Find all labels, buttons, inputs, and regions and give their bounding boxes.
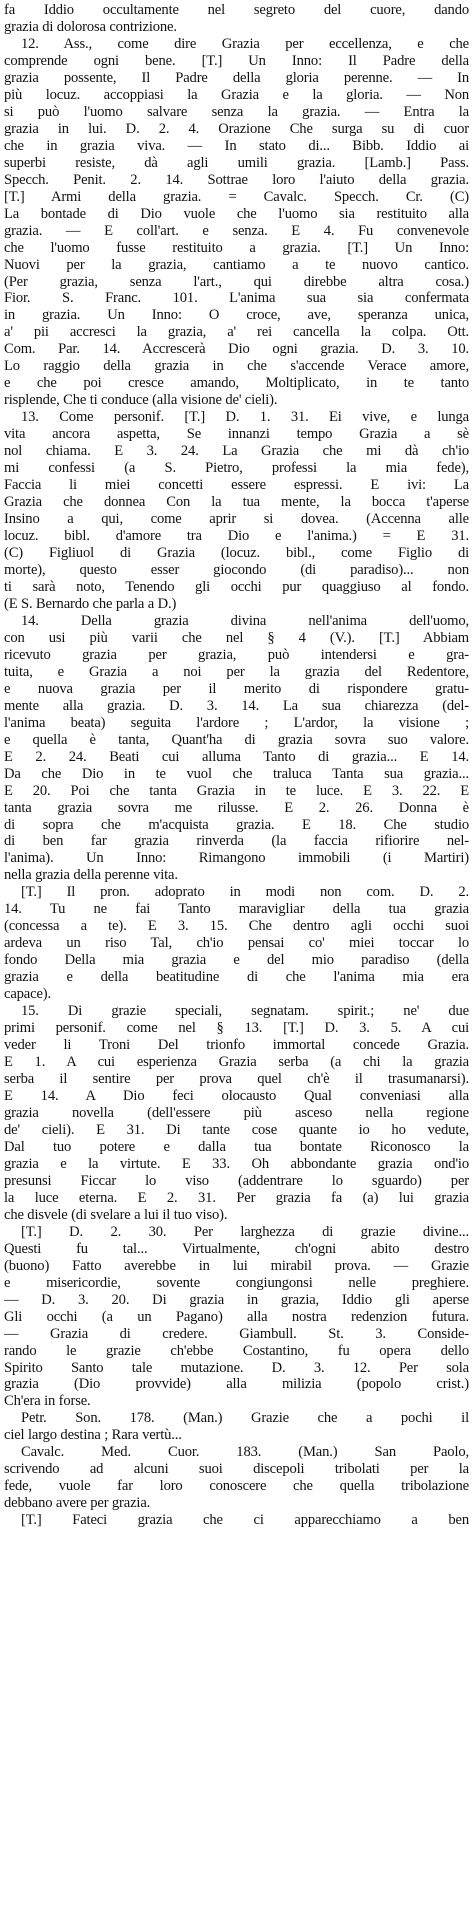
text-line: ciel largo destina ; Rara vertù... [4,1427,182,1444]
text-line: capace). [4,986,51,1003]
text-line: e misericordie, sovente congiungonsi nelle preghiere. [4,1274,469,1291]
text-line: E 2. 24. Beati cui alluma Tanto di grazia... E 14. [4,748,469,765]
text-line: fondo Della mia grazia e del mio paradiso (della [4,952,469,969]
text-line: risplende, Che ti conduce (alla visione de' cieli). [4,392,278,409]
text-line: veder li Troni Del trionfo immortal concede Grazia. [4,1037,469,1054]
text-line: grazia e la virtute. E 33. Oh abbondante grazia ond'io [4,1155,469,1172]
text-line: debbano avere per grazia. [4,1495,151,1512]
text-line: in grazia. Un Inno: O croce, ave, speranza unica, [4,307,469,324]
text-line: Cavalc. Med. Cuor. 183. (Man.) San Paolo, [21,1444,469,1461]
text-line: Nuovi per la grazia, cantiamo a te nuovo cantico. [4,256,469,273]
text-line: scrivendo ad alcuni suoi discepoli tribolati per la [4,1461,469,1478]
text-line: — D. 3. 20. Di grazia in grazia, Iddio gli aperse [4,1291,469,1308]
text-line: (Per grazia, senza l'art., qui direbbe altra cosa.) [4,273,469,290]
text-line: Spirito Santo tale mutazione. D. 3. 12. Per sola [4,1359,469,1376]
text-line: 12. Ass., come dire Grazia per eccellenza, e che [21,35,469,52]
text-line: vita ancora aspetta, Se innanzi tempo Grazia a sè [4,426,469,443]
text-line: grazia di dolorosa contrizione. [4,18,177,35]
text-line: ti sarà noto, Tenendo gli occhi pur quaggiuso al fondo. [4,578,469,595]
text-line: [T.] D. 2. 30. Per larghezza di grazie divine... [21,1223,469,1240]
text-line: l'anima beata) seguita l'ardore ; L'ardor, la visione ; [4,714,469,731]
text-line: più locuz. accoppiasi la Grazia e la gloria. — Non [4,86,469,103]
text-line: La bontade di Dio vuole che l'uomo sia restituito alla [4,205,469,222]
text-line: nella grazia della perenne vita. [4,867,178,884]
text-line: nol chiama. E 3. 24. La Grazia che mi dà ch'io [4,443,469,460]
text-line: comprende ogni bene. [T.] Un Inno: Il Padre della [4,52,469,69]
text-line: 13. Come personif. [T.] D. 1. 31. Ei vive, e lunga [21,409,469,426]
text-line: morte), questo esser giocondo (di paradiso)... non [4,561,469,578]
text-line: con usi più varii che nel § 4 (V.). [T.] Abbiam [4,629,469,646]
text-line: — Grazia di credere. Giambull. St. 3. Conside- [4,1325,469,1342]
text-line: E 1. A cui esperienza Grazia serba (a chi la grazia [4,1054,469,1071]
text-line: mente alla grazia. D. 3. 14. La sua chiarezza (del- [4,697,469,714]
text-line: che in grazia viva. — In stato di... Bibb. Iddio ai [4,137,469,154]
text-line: (E S. Bernardo che parla a D.) [4,595,177,612]
text-line: la luce eterna. E 2. 31. Per grazia fa (a) lui grazia [4,1189,469,1206]
text-line: fa Iddio occultamente nel segreto del cuore, dando [4,2,469,18]
text-line: rando le grazie ch'ebbe Costantino, fu opera dello [4,1342,469,1359]
text-line: Petr. Son. 178. (Man.) Grazie che a pochi il [21,1410,469,1427]
text-line: e nuova grazia per il merito di rispondere gratu- [4,680,469,697]
text-line: ardeva un riso Tal, ch'io pensai co' miei toccar lo [4,935,469,952]
text-line: Dal tuo potere e dalla tua bontate Riconosco la [4,1138,469,1155]
text-line: Ch'era in forse. [4,1393,91,1410]
text-line: tanta grazia sovra me rilusse. E 2. 26. Donna è [4,799,469,816]
text-line: [T.] Fateci grazia che ci apparecchiamo a ben [21,1512,469,1529]
text-line: Faccia li miei concetti essere espressi. E ivi: La [4,477,469,494]
text-line: 14. Della grazia divina nell'anima dell'uomo, [21,612,469,629]
text-line: di sopra che m'acquista grazia. E 18. Che studio [4,816,469,833]
text-line: grazia novella (dell'essere più asceso nella regione [4,1104,469,1121]
text-line: grazia possente, Il Padre della gloria perenne. — In [4,69,469,86]
text-line: che l'uomo fusse restituito a grazia. [T.] Un Inno: [4,239,469,256]
text-line: grazia e della beatitudine di che l'anima mia era [4,969,469,986]
text-line: grazia. — E coll'art. e senza. E 4. Fu convenevole [4,222,469,239]
text-line: fede, vuole far loro conoscere che quella tribolazione [4,1478,469,1495]
text-line: Grazia che donnea Con la tua mente, la bocca t'aperse [4,494,469,511]
text-line: tuita, e Grazia a noi per la grazia del Redentore, [4,663,469,680]
text-line: Da che Dio in te vuol che traluca Tanta sua grazia... [4,765,469,782]
text-line: serba il sentire per prova quel ch'è il trasumanarsi). [4,1071,469,1088]
text-line: Gli occhi (a un Pagano) alla nostra redenzion futura. [4,1308,469,1325]
text-line: a' pii accresci la grazia, a' rei cancella la colpa. Ott. [4,324,469,341]
text-line: Com. Par. 14. Accrescerà Dio ogni grazia. D. 3. 10. [4,341,469,358]
text-line: e che poi cresce amando, Moltiplicato, in te tanto [4,375,469,392]
text-line: E 20. Poi che tanta Grazia in te luce. E 3. 22. E [4,782,469,799]
text-line: (buono) Fatto averebbe in lui mirabil prova. — Grazie [4,1257,469,1274]
text-line: locuz. bibl. d'amore tra Dio e l'anima.) = E 31. [4,528,469,545]
text-line: superbi resiste, dà agli umili grazia. [Lamb.] Pass. [4,154,469,171]
text-line: 14. Tu ne fai Tanto maravigliar della tua grazia [4,901,469,918]
text-line: (concessa a te). E 3. 15. Che dentro agli occhi suoi [4,918,469,935]
text-line: primi personif. come nel § 13. [T.] D. 3. 5. A cui [4,1020,469,1037]
text-line: 15. Di grazie speciali, segnatam. spirit.; ne' due [21,1003,469,1020]
text-line: mi confessi (a S. Pietro, professi la mia fede), [4,460,469,477]
text-line: Insino a qui, come aprir si dovea. (Accenna alle [4,511,469,528]
text-line: ricevuto grazia per grazia, può intendersi e gra- [4,646,469,663]
text-line: [T.] Il pron. adoprato in modi non com. D. 2. [21,884,469,901]
text-line: Specch. Penit. 2. 14. Sottrae loro l'aiuto della grazia. [4,171,469,188]
text-line: di ben far grazia rinverda (la faccia rifiorire nel- [4,833,469,850]
text-line: e quella è tanta, Quant'ha di grazia sovra suo valore. [4,731,469,748]
text-line: che disvele (di svelare a lui il tuo viso). [4,1206,228,1223]
text-line: Questi fu tal... Virtualmente, ch'ogni abito destro [4,1240,469,1257]
text-line: E 14. A Dio feci olocausto Qual conveniasi alla [4,1088,469,1104]
text-line: grazia (Dio provvide) alla milizia (popolo crist.) [4,1376,469,1393]
text-line: (C) Figliuol di Grazia (locuz. bibl., come Figlio di [4,545,469,561]
text-line: Lo raggio della grazia in che s'accende Verace amore, [4,358,469,375]
text-line: presunsi Ficcar lo viso (addentrare lo sguardo) per [4,1172,469,1189]
text-line: Fior. S. Franc. 101. L'anima sua sia confermata [4,290,469,307]
text-line: de' cieli). E 31. Di tante cose quante io ho vedute, [4,1121,469,1138]
text-line: grazia in lui. D. 2. 4. Orazione Che surga su di cuor [4,120,469,137]
text-line: [T.] Armi della grazia. = Cavalc. Specch. Cr. (C) [4,188,469,205]
text-line: si può l'uomo salvare senza la grazia. — Entra la [4,103,469,120]
text-line: l'anima). Un Inno: Rimangono immobili (i Martiri) [4,850,469,867]
